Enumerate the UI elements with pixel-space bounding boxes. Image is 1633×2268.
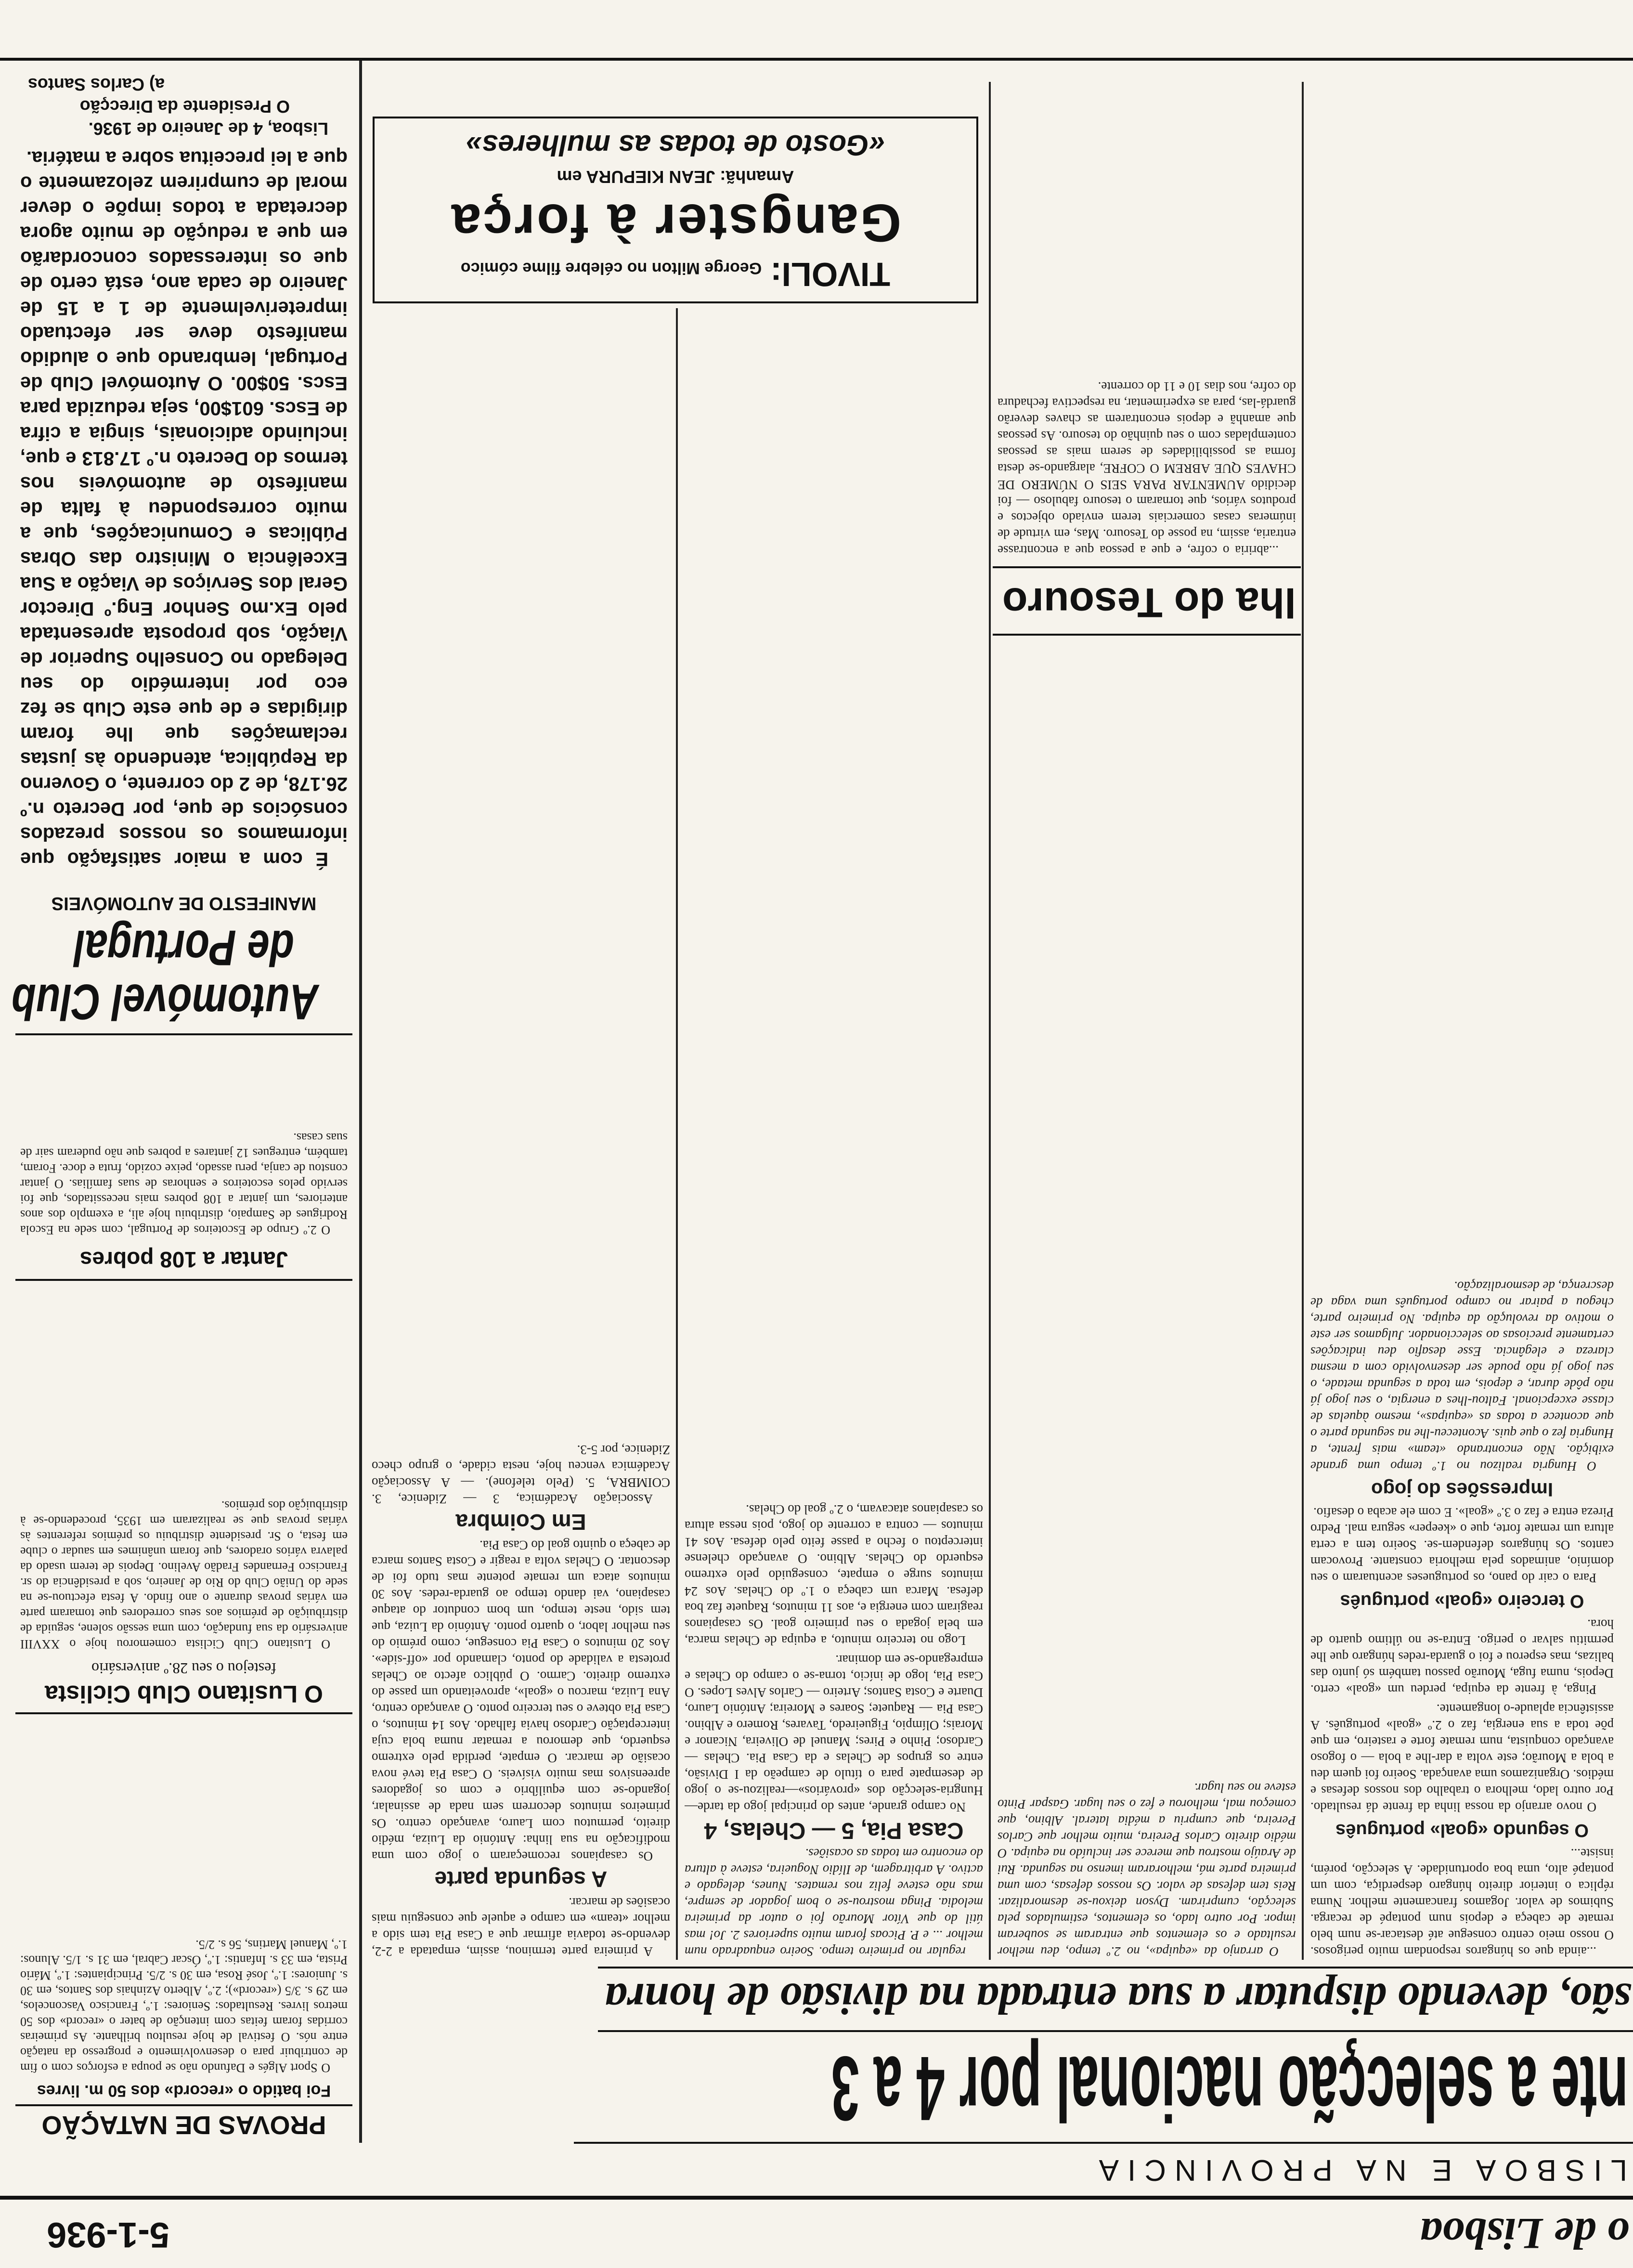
match-notes: regular no primeiro tempo. Soeiro enquadrado num melhor ... e P. Picoas foram muito superiores 2. Jo! mas útil do que Vítor Mourão foi o autor da primeira melodia. Pinga mostrou-se o bom jogador de sempre, mas não esteve feliz nos remates. Nunes, delegado e activo. A arbitragem, de Ilídio Nogueira, esteve à altura do encontro em todas as ocasiões. — [685, 1846, 983, 1959]
jantar-article — [20, 1045, 348, 1238]
column-rule-1 — [1302, 82, 1304, 1960]
natacao-title: PROVAS DE NATAÇÃO — [15, 2104, 352, 2142]
tivoli-tomorrow: Amanhã: JEAN KIEPURA em — [557, 167, 794, 187]
masthead-date: 5-1-936 — [46, 2215, 169, 2255]
jantar-text: O 2.º Grupo de Escoteiros de Portugal, com sede na Escola Rodrigues de Sampaio, distribuiu hoje ali, a exemplo dos anos anteriores, um jantar a 108 pobres mais necessitados, que foi servido pelos escoteiros e senhoras de suas famílias. O jantar constou de canja, peru assado, peixe cozido, fruta e doce. Foram, também, entregues 12 jantares a pobres que não puderam sair de suas casas. — [20, 1131, 348, 1237]
football-intro: ...ainda que os húngaros respondam muito perigosos. O nosso meio centro consegue até destacar-se num belo remate de cabeça e depois num pontapé de recarga. Subimos de valor. Jogamos francamente melhor. Numa réplica o interior direito húngaro desperdiça, com um pontapé alto, uma boa oportunidade. A selecção, porém, insiste... — [1310, 1846, 1614, 1959]
column-rule-2 — [989, 82, 991, 1960]
natacao-heading — [15, 2080, 352, 2142]
tesouro-heading — [1002, 578, 1296, 626]
football-column-1 — [1310, 67, 1614, 1960]
impressoes-text: O Hungria realizou no 1.º tempo uma grande exibição. Não encontrando «team» mais frente, a Hungria fez o que quis. Aconteceu-lhe na segunda parte o que acontece a todas as «equipas», mesmo àquelas de classe excepcional. Faltou-lhes a energia, o seu jogo já não pôde durar, e depois, em toda a segunda metade, o seu jogo já não poude ser desenvolvido com a mesma clareza e elegância. Esse desafio deu indicações certamente preciosas ao seleccionador. Julgamos ser este o motivo da revolução da equipa. No primeiro parte, chegou a pairar no campo português uma vaga de descrença, de desmoralização. — [1310, 1279, 1614, 1473]
tivoli-ad — [373, 117, 978, 303]
segundo-goal-text: O novo arranjo da nossa linha da frente dá resultado. Por outro lado, melhora o trabalho dos nossos defesas e médios. Organizamos uma avançada. Soeiro foi quem deu a bola a Mourão; este volta a dar-lhe a bola — o fogoso avançado conquista, num remate forte e rasteiro, em que põe toda a sua energia, faz o 2.º «goal» português. A assistência aplaude-o longamente. — [1310, 1702, 1614, 1814]
tivoli-film-2: «Gosto de todas as mulheres» — [466, 129, 885, 161]
automovel-heading — [12, 890, 352, 1030]
bottom-rule — [0, 58, 1633, 61]
masthead-title: o de Lisboa — [1420, 2209, 1629, 2258]
tivoli-blurb: George Milton no célebre filme cómico — [460, 259, 762, 277]
impressoes-heading: Impressões do jogo — [1371, 1479, 1553, 1500]
automovel-article — [20, 140, 348, 872]
coimbra-text: Associação Académica, 3 — Zidenice, 3. COIMBRA, 5. (Pelo telefone). — A Associação Académica venceu hoje, nesta cidade, o grupo checo Zidenice, por 5-3. — [372, 1443, 670, 1506]
automovel-signature — [20, 73, 348, 140]
ciclista-heading — [15, 1658, 352, 1709]
casa-pia-halftime: A primeira parte terminou, assim, empatada a 2-2, devendo-se todavia afirmar que a Casa Pia tem sido a melhor «team» em campo e aquele que conseguiu mais ocasiões de marcar. — [372, 1895, 670, 1959]
jantar-heading — [15, 1245, 352, 1274]
automovel-text: É com a maior satisfação que informamos os nossos prezados consócios de que, por Decreto n.º 26.178, de 2 do corrente, o Governo da República, atendendo às justas reclamações que lhe foram dirigidas e de que este Club se fez eco por intermédio do seu Delegado no Conselho Superior de Viação, sob proposta apresentada pelo Ex.mo Senhor Eng.º Director Geral dos Serviços de Viação a Sua Excelência o Ministro das Obras Públicas e Comunicações, que a muito correspondeu à falta de manifesto de automóveis nos termos do Decreto n.º 17.813 e que, incluindo adicionais, singia a cifra de Escs. 601$00, seja reduzida para Escs. 50$00. O Automóvel Club de Portugal, lembrando que o aludido manifesto deve ser efectuado impreterivelmente de 1 a 15 de Janeiro de cada ano, está certo de que os interessados concordarão em que a redução de muito agora decretada a todos impõe o dever moral de cumprirem zelozamente o que a lei preceitua sobre a matéria. — [20, 147, 348, 870]
natacao-lead: Foi batido o «record» dos 50 m. livres — [37, 2082, 331, 2100]
automovel-title-2: de Portugal — [74, 920, 294, 976]
headline-rule — [598, 2030, 1633, 2032]
segundo-goal-heading: O segundo «goal» português — [1335, 1820, 1589, 1840]
football-column-2 — [998, 785, 1296, 1960]
tesouro-text: ...abriria o cofre, e que a pessoa que a encontrasse entraria, assim, na posse do Tesouro. Mas, em virtude de inúmeras casas comerciais terem enviado objectos e produtos vários, que tornaram o tesouro fabuloso — foi decidido AUMENTAR PARA SEIS O NÚMERO DE CHAVES QUE ABREM O COFRE, alargando-se desta forma as possibilidades de serem mais as pessoas contempladas com o seu quinhão do tesouro. As pessoas que amanhã e depois encontrarem as chaves deverão guardá-las, para as experimentar, na respectiva fechadura do cofre, nos dias 10 e 11 do corrente. — [998, 379, 1296, 558]
coimbra-heading: Em Coimbra — [455, 1510, 586, 1535]
ciclista-subtitle: festejou o seu 28.º aniversário — [91, 1660, 277, 1677]
masthead-rule — [0, 2196, 1633, 2200]
terceiro-goal-heading: O terceiro «goal» português — [1340, 1591, 1584, 1611]
football-more: Pinga, à frente da equipa, perdeu um «goal» certo. Depois, numa fuga, Mourão passou também só junto das balizas, mas esperou e foi o guarda-redes húngaro que lhe permitiu salvar o perigo. Entra-se no último quarto de hora. — [1310, 1617, 1614, 1697]
automovel-title-1: Automóvel Club — [12, 974, 319, 1030]
football-commentary: O arranjo da «equipa», no 2.º tempo, deu melhor resultado e os elementos que entraram se souberam impor. Por outro lado, os elementos, estimulados pela selecção, cumpriram. Dyson deixou-se desmoralizar. Reis tem defesas de valor. Os nossos defesas, com uma primeira parte má, melhoraram imenso na segunda. Rui de Araújo mostrou que merece ser incluído na equipa. O médio direito Carlos Pereira, muito melhor que Carlos Pereira, que cumpriu a média lateral. Albino, que começou mal, melhorou e fez o seu lugar. Gaspar Pinto esteve no seu lugar. — [998, 1781, 1296, 1959]
ciclista-title: O Lusitano Club Ciclista — [45, 1681, 323, 1708]
casa-pia-heading: Casa Pia, 5 — Chelas, 4 — [704, 1818, 964, 1843]
segunda-parte-text: Os casapianos recomeçaram o jogo com uma modificação na sua linha: António da Luiza, médio direito, permutou com Lauro, avançado centro. Os primeiros minutos decorrem sem nada de assinalar, jogando-se com equilíbrio e com os jogadores apreensivos mas muito visíveis. O Casa Pia tevé nova ocasião de marcar. O empate, perdida pelo extremo esquerdo, que demorou a rematar numa bola cuja interceptação Cardoso havia falhado. Aos 14 minutos, o Casa Pia obteve o seu terceiro ponto. O avançado centro, Ana Luiza, marcou o «goal», aproveitando um passe do extremo direito. Carmo. O público afecto ao Chelas protesta a validade do ponto, clamando por «off-side». Aos 20 minutos o Casa Pia consegue, como prémio do seu melhor labor, o quarto ponto. António da Luiza, que tem sido, neste tempo, um bom condutor do ataque casapiano, vai dando tempo ao guarda-redes. Aos 30 minutos ataca um remate potente mas tudo foi de descontar. O Chelas volta a reagir e Costa Santos marca de cabeça o quinto goal do Casa Pia. — [372, 1538, 670, 1864]
ciclista-rule — [15, 1712, 352, 1714]
casa-pia-column-2 — [372, 308, 670, 1960]
natacao-article — [20, 1719, 348, 2075]
column-rule-3 — [676, 308, 678, 1960]
automovel-subtitle: MANIFESTO DE AUTOMÓVEIS — [51, 893, 317, 913]
casa-pia-column-1 — [685, 82, 983, 1960]
natacao-text: O Sport Algés e Dafundo não se poupa a esforços com o fim de contribuir para o desenvolvimento e progresso da natação entre nós. O festival de hoje resultou brilhante. As primeiras corridas foram feitas com intenção de bater o «record» dos 50 metros livres. Resultados: Seniores: 1.º, Francisco Vasconcelos, em 29 s. 3/5 («record»); 2.º, Alberto Azinhais dos Santos, em 30 s. Juniores: 1.º, José Rosa, em 30 s. 2/5. Principiantes: 1.º, Mário Prista, em 33 s. Infantis: 1.º, Óscar Cabral, em 31 s. 1/5. Alunos: 1.º, Manuel Martins, 56 s. 2/5. — [20, 1938, 348, 2075]
automovel-date: Lisboa, 4 de Janeiro de 1936. — [88, 119, 328, 139]
automovel-sign-name: a) Carlos Santos — [27, 75, 165, 94]
section-label: LISBOA E NA PROVINCIA — [1090, 2153, 1627, 2187]
automovel-rule — [15, 1033, 352, 1035]
automovel-sign-role: O Presidente da Direcção — [79, 97, 290, 117]
jantar-title: Jantar a 108 pobres — [79, 1247, 288, 1272]
ciclista-text: O Lusitano Club Ciclista comemorou hoje o XXVIII aniversário da sua fundação, com uma sessão solene, seguida de distribuição de prémios aos seus corredores que tomaram parte em várias provas durante o ano findo. A festa efectuou-se na sede do União Club do Rio de Janeiro, sob a presidência do sr. Francisco Fernandes Fradão Avelino. Depois de terem usado da palavra vários oradores, que foram unânimes em saudar o clube em festa, o Sr. presidente distribuiu os prémios referentes às várias provas que se realizaram em 1935, procedendo-se à distribuição dos prémios. — [20, 1499, 348, 1651]
main-headline: nte a selecção nacional por 4 a 3 — [831, 2037, 1628, 2139]
headline-deck: são, devendo disputar a sua entrada na divisão de honra — [605, 1974, 1631, 2023]
tesouro-heading-text: lha do Tesouro — [1002, 579, 1296, 626]
tesouro-bottom-rule — [993, 566, 1301, 568]
casa-pia-more: Logo no terceiro minuto, a equipa de Chelas marca, em bela jogada o seu primeiro goal. Os casapianos reagiram com energia e, aos 11 minutos, Raquete faz boa defesa. Marca um cabeça o 1.º do Chelas. Aos 24 minutos surge o empate, conseguido pelo extremo esquerdo do Chelas. Albino. O avançado chelense interceptou o fecho a passe feito pelo defesa. Aos 41 minutos — contra a corrente do jogo, pois nessa altura os casapianos atacavam, o 2.º goal do Chelas. — [685, 1502, 983, 1648]
tesouro-top-rule — [993, 634, 1301, 636]
segunda-parte-heading: A segunda parte — [434, 1867, 608, 1892]
deck-rule — [598, 1967, 1633, 1968]
ciclista-article — [20, 1286, 348, 1652]
casa-pia-text: No campo grande, antes do principal jogo da tarde—Hungria-selecção dos «provários»—realizou-se o jogo de desempate para o título de campeão da I Divisão, entre os grupos de Chelas e da Casa Pia. Chelas — Cardoso; Pinho e Pires; Manuel de Oliveira, Nicanor e Morais; Olímpio, Figueiredo, Tavares, Romero e Albino. Casa Pia — Raquete; Soares e Moreira; António Lauro, Duarte e Costa Santos; Arteiro — Carlos Alves Lopes. O Casa Pia, logo de início, torna-se o campo do Chelas e empregando-se em dominar. — [685, 1653, 983, 1814]
terceiro-goal-text: Para o cair do pano, os portugueses acentuaram o seu domínio, animados pela melhoria constante. Provocam cantos. Os húngaros defendem-se. Soeiro tem a certa altura um remate forte, que o «keeper» segura mal. Pedro Pireza entra e faz o 3.º «goal». E com ele acaba o desafio. — [1310, 1505, 1614, 1585]
jantar-rule — [15, 1279, 352, 1281]
tivoli-name: TIVOLI: — [770, 256, 891, 293]
column-rule-4 — [359, 58, 362, 2143]
tivoli-film: Gangster à força — [449, 193, 902, 252]
tesouro-article — [998, 77, 1296, 559]
